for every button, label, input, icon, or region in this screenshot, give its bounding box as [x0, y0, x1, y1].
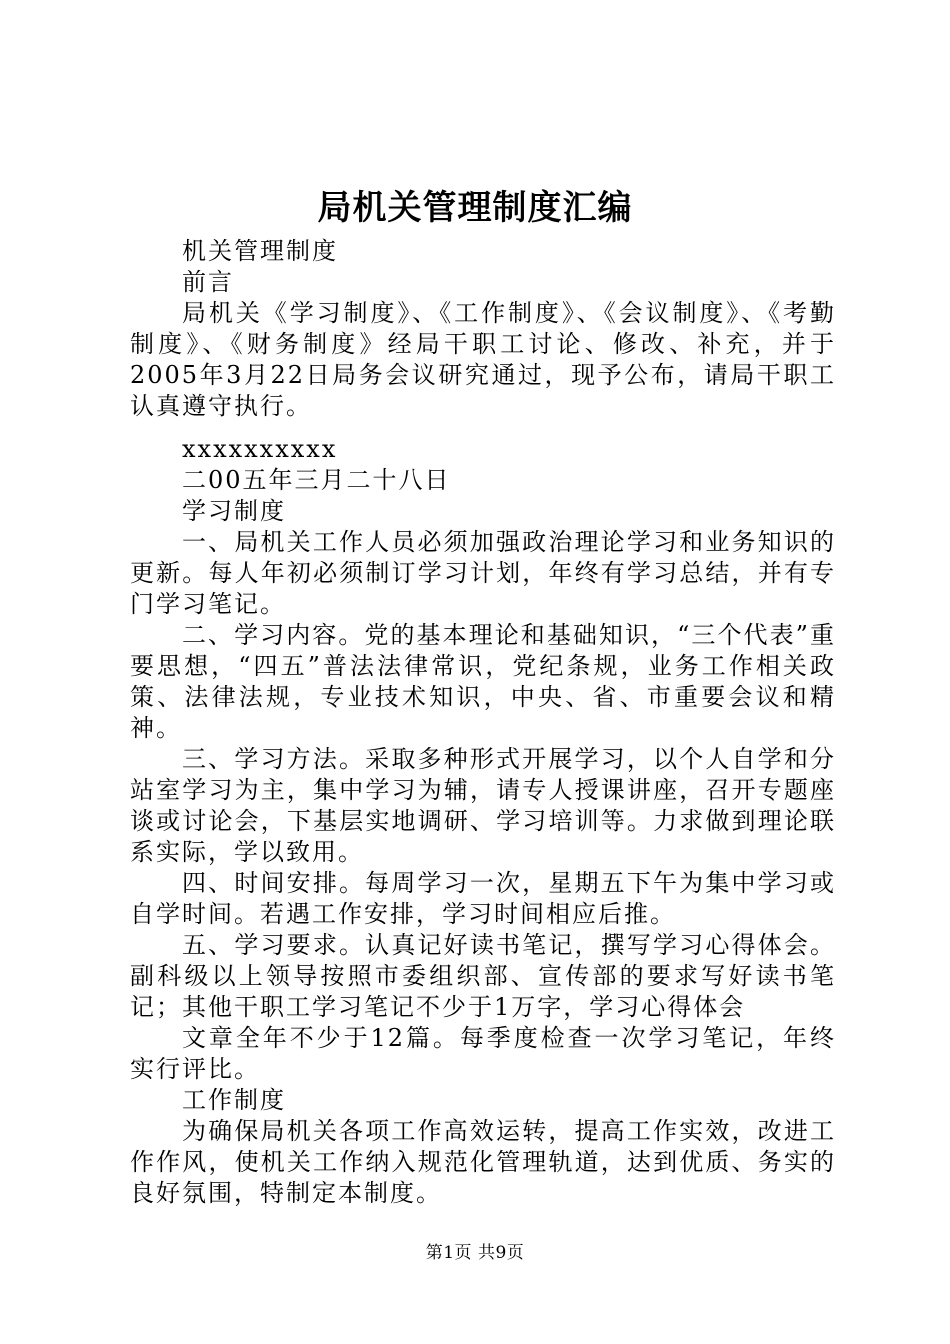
subtitle: 机关管理制度: [182, 237, 338, 265]
work-intro-paragraph: 为确保局机关各项工作高效运转，提高工作实效，改进工作作风，使机关工作纳入规范化管理轨道，达到优质、务实的良好氛围，特制定本制度。: [130, 1117, 836, 1207]
document-title: 局机关管理制度汇编: [317, 188, 633, 228]
preface-heading: 前言: [182, 268, 234, 296]
date-line: 二00五年三月二十八日: [182, 466, 451, 494]
study-item-1: 一、局机关工作人员必须加强政治理论学习和业务知识的更新。每人年初必须制订学习计划，年终有学习总结，并有专门学习笔记。: [130, 528, 836, 618]
study-item-3: 三、学习方法。采取多种形式开展学习，以个人自学和分站室学习为主，集中学习为辅，请专人授课讲座，召开专题座谈或讨论会，下基层实地调研、学习培训等。力求做到理论联系实际，学以致用。: [130, 745, 836, 866]
document-body: [130, 236, 836, 1209]
study-heading: 学习制度: [182, 497, 286, 525]
issuer-line: xxxxxxxxxx: [182, 435, 338, 463]
page-footer: 第1页 共9页: [425, 1243, 525, 1263]
study-item-5-continued: 文章全年不少于12篇。每季度检查一次学习笔记，年终实行评比。: [130, 1024, 836, 1083]
study-item-2: 二、学习内容。党的基本理论和基础知识，“三个代表”重要思想，“四五”普法法律常识，党纪条规，业务工作相关政策、法律法规，专业技术知识，中央、省、市重要会议和精神。: [130, 621, 836, 742]
work-heading: 工作制度: [182, 1086, 286, 1114]
study-item-4: 四、时间安排。每周学习一次，星期五下午为集中学习或自学时间。若遇工作安排，学习时间相应后推。: [130, 869, 836, 928]
study-item-5: 五、学习要求。认真记好读书笔记，撰写学习心得体会。副科级以上领导按照市委组织部、宣传部的要求写好读书笔记；其他干职工学习笔记不少于1万字，学习心得体会: [130, 931, 836, 1021]
preface-paragraph: 局机关《学习制度》、《工作制度》、《会议制度》、《考勤制度》、《财务制度》经局干职工讨论、修改、补充，并于2005年3月22日局务会议研究通过，现予公布，请局干职工认真遵守执行。: [130, 299, 836, 420]
